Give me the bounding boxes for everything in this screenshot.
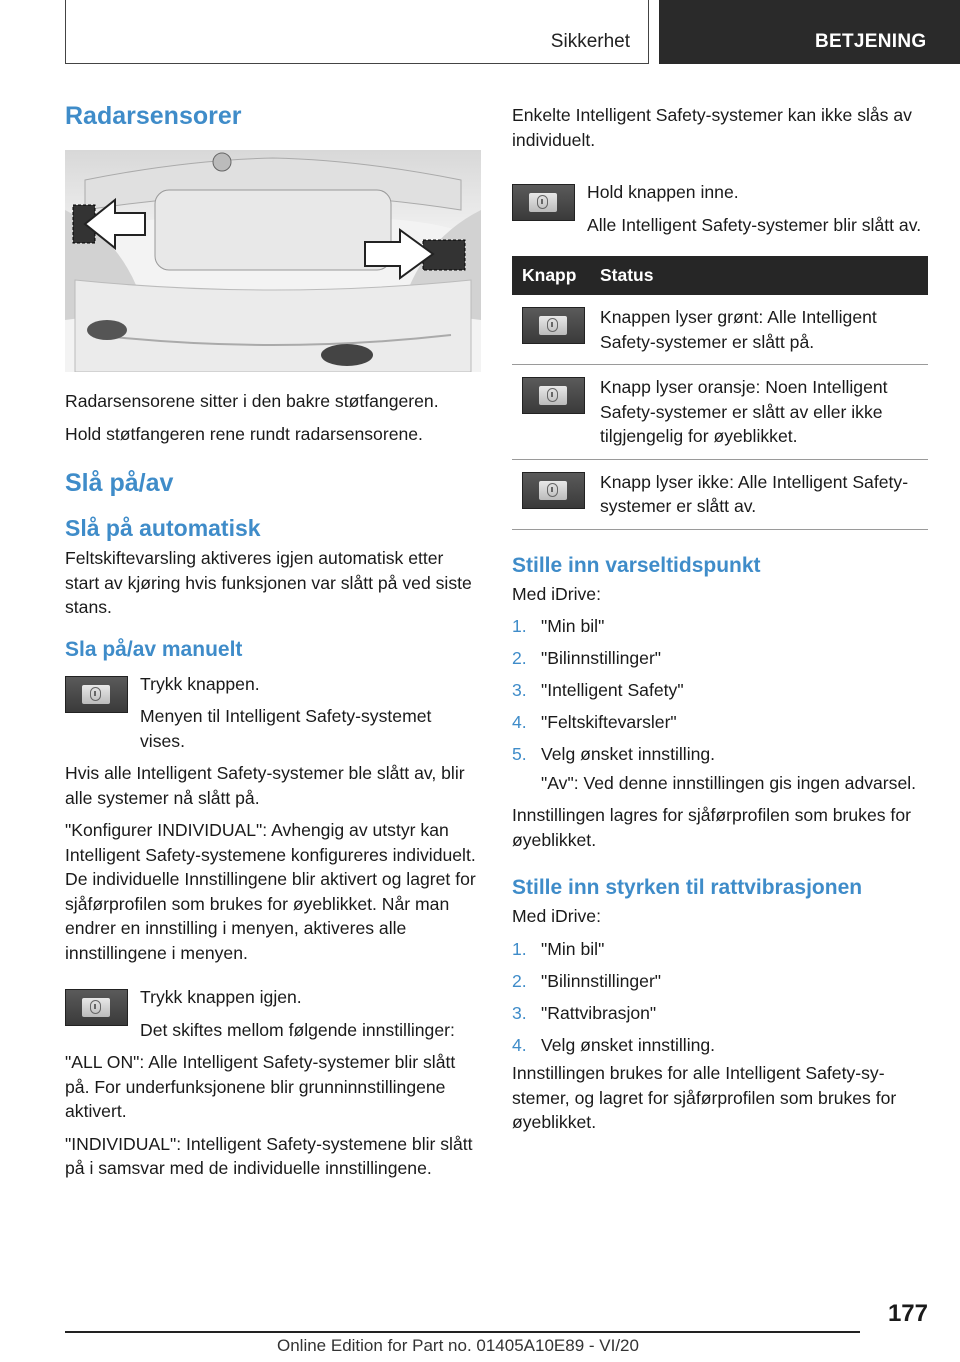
hold-step-1: Hold knappen inne.: [587, 182, 739, 202]
manual-step-1: Trykk knappen.: [140, 673, 260, 694]
header-frame: [65, 0, 649, 64]
warning-after-text: Innstillingen lagres for sjåførprofilen som brukes for øyeblikket.: [512, 805, 911, 850]
status-table: [512, 256, 928, 530]
step-number: 2.: [512, 648, 527, 668]
table-row: [512, 295, 928, 365]
table-row: [512, 365, 928, 460]
manual-text-2: "Konfigurer INDIVIDUAL": Avhengig av utstyr kan Intelligent Safety-systemene konfigureres individuelt. De individuelle Innstillingene blir aktivert og lagret for sjåførprofilen som brukes for øyeblikket. Når man endrer en innstilling i menyen, aktiveres alle innstillingene i menyen.: [65, 820, 476, 963]
hold-button-block: [512, 180, 928, 237]
intelligent-safety-button-icon: [65, 989, 128, 1026]
list-item: [512, 646, 928, 671]
list-item: [512, 678, 928, 703]
intelligent-safety-button-icon: [522, 377, 585, 414]
right-column: [512, 96, 928, 1135]
list-item: [512, 742, 928, 767]
step-number: 4.: [512, 1034, 527, 1055]
step-text: Velg ønsket innstilling.: [541, 744, 716, 764]
heading-vibration: Stille inn styrken til rattvibrasjonen: [512, 876, 863, 899]
table-header-row: [512, 256, 928, 295]
footer-divider: [65, 1331, 860, 1333]
intelligent-safety-button-icon: [522, 472, 585, 509]
step-number: 3.: [512, 1002, 527, 1023]
table-header-status: Status: [590, 256, 928, 295]
manual-step-2: Menyen til Intelligent Safety-systemet vises.: [140, 706, 432, 751]
manual-text-1: Hvis alle Intelligent Safety-systemer ble slått av, blir alle systemer nå slått på.: [65, 763, 465, 808]
hold-step-2: Alle Intelligent Safety-systemer blir slått av.: [587, 214, 922, 235]
step-number: 1.: [512, 616, 527, 636]
table-cell-status: Knappen lyser grønt: Alle Intelligent Safety-systemer er slått på.: [590, 295, 928, 365]
step-text: "Min bil": [541, 938, 605, 959]
list-item: [512, 1001, 928, 1026]
manual-button-block: [65, 672, 481, 754]
header-chapter: BETJENING: [815, 31, 927, 52]
vibration-steps: [512, 937, 928, 1058]
intelligent-safety-button-icon: [65, 676, 128, 713]
intro-text: Enkelte Intelligent Safety-systemer kan ikke slås av individuelt.: [512, 105, 912, 150]
table-cell-status: Knapp lyser oransje: Noen Intelligent Safety-systemer er slått av eller ikke tilgjengelig for øyeblikket.: [590, 365, 928, 460]
header-chapter-tab: [659, 0, 960, 64]
heading-manual: Sla på/av manuelt: [65, 637, 243, 661]
table-cell-icon: [512, 295, 590, 365]
left-column: [65, 96, 481, 1181]
table-cell-icon: [512, 365, 590, 460]
intelligent-safety-button-icon: [522, 307, 585, 344]
again-button-block: [65, 985, 481, 1042]
auto-text: Feltskiftevarsling aktiveres igjen automatisk etter start av kjøring hvis funksjonen var slått på ved siste stans.: [65, 548, 472, 617]
step-text: "Rattvibrasjon": [541, 1002, 657, 1023]
vibration-after-text: Innstillingen brukes for alle Intelligent Safety-systemer, og lagret for sjåførprofilen som brukes for øyeblikket.: [512, 1063, 897, 1132]
page-number: 177: [887, 1300, 928, 1327]
table-row: [512, 459, 928, 529]
step-number: 3.: [512, 680, 527, 700]
warning-steps: [512, 614, 928, 767]
heading-warning-time: Stille inn varseltidspunkt: [512, 553, 761, 577]
warning-lead: Med iDrive:: [512, 583, 601, 604]
step-text: Velg ønsket innstilling.: [541, 1034, 716, 1055]
allon-text: "ALL ON": Alle Intelligent Safety-systemer blir slått på. For underfunksjonene blir grunninnstillingene aktivert.: [65, 1052, 456, 1121]
radar-text-1: Radarsensorene sitter i den bakre støtfangeren.: [65, 391, 439, 411]
step-number: 2.: [512, 970, 527, 991]
radar-text-2: Hold støtfangeren rene rundt radarsensorene.: [65, 423, 423, 444]
step-text: "Bilinnstillinger": [541, 648, 662, 668]
header-section: Sikkerhet: [550, 31, 630, 52]
step-text: "Bilinnstillinger": [541, 970, 662, 991]
individual-text: "INDIVIDUAL": Intelligent Safety-systemene blir slått på i samsvar med de individuelle innstillingene.: [65, 1133, 473, 1178]
heading-auto: Slå på automatisk: [65, 515, 261, 541]
step-text: "Min bil": [541, 616, 605, 636]
intelligent-safety-button-icon: [512, 184, 575, 221]
again-step-1: Trykk knappen igjen.: [140, 987, 302, 1007]
step-text: "Feltskiftevarsler": [541, 712, 677, 732]
warning-sub-text: "Av": Ved denne innstillingen gis ingen advarsel.: [541, 772, 917, 793]
footer-edition: Online Edition for Part no. 01405A10E89 - VI/20: [277, 1336, 639, 1355]
vibration-lead: Med iDrive:: [512, 906, 601, 926]
step-number: 5.: [512, 744, 527, 764]
step-number: 4.: [512, 712, 527, 732]
table-cell-icon: [512, 459, 590, 529]
heading-radar: Radarsensorer: [65, 102, 242, 130]
table-header-button: Knapp: [512, 256, 590, 295]
again-step-2: Det skiftes mellom følgende innstillinger:: [140, 1019, 455, 1040]
list-item: [512, 614, 928, 639]
rear-bumper-illustration: [65, 150, 481, 372]
list-item: [512, 1033, 928, 1058]
step-number: 1.: [512, 938, 527, 959]
list-item: [512, 969, 928, 994]
list-item: [512, 937, 928, 962]
heading-on-off: Slå på/av: [65, 469, 174, 497]
table-cell-status: Knapp lyser ikke: Alle Intelligent Safety-systemer er slått av.: [590, 459, 928, 529]
step-text: "Intelligent Safety": [541, 680, 684, 700]
list-item: [512, 710, 928, 735]
